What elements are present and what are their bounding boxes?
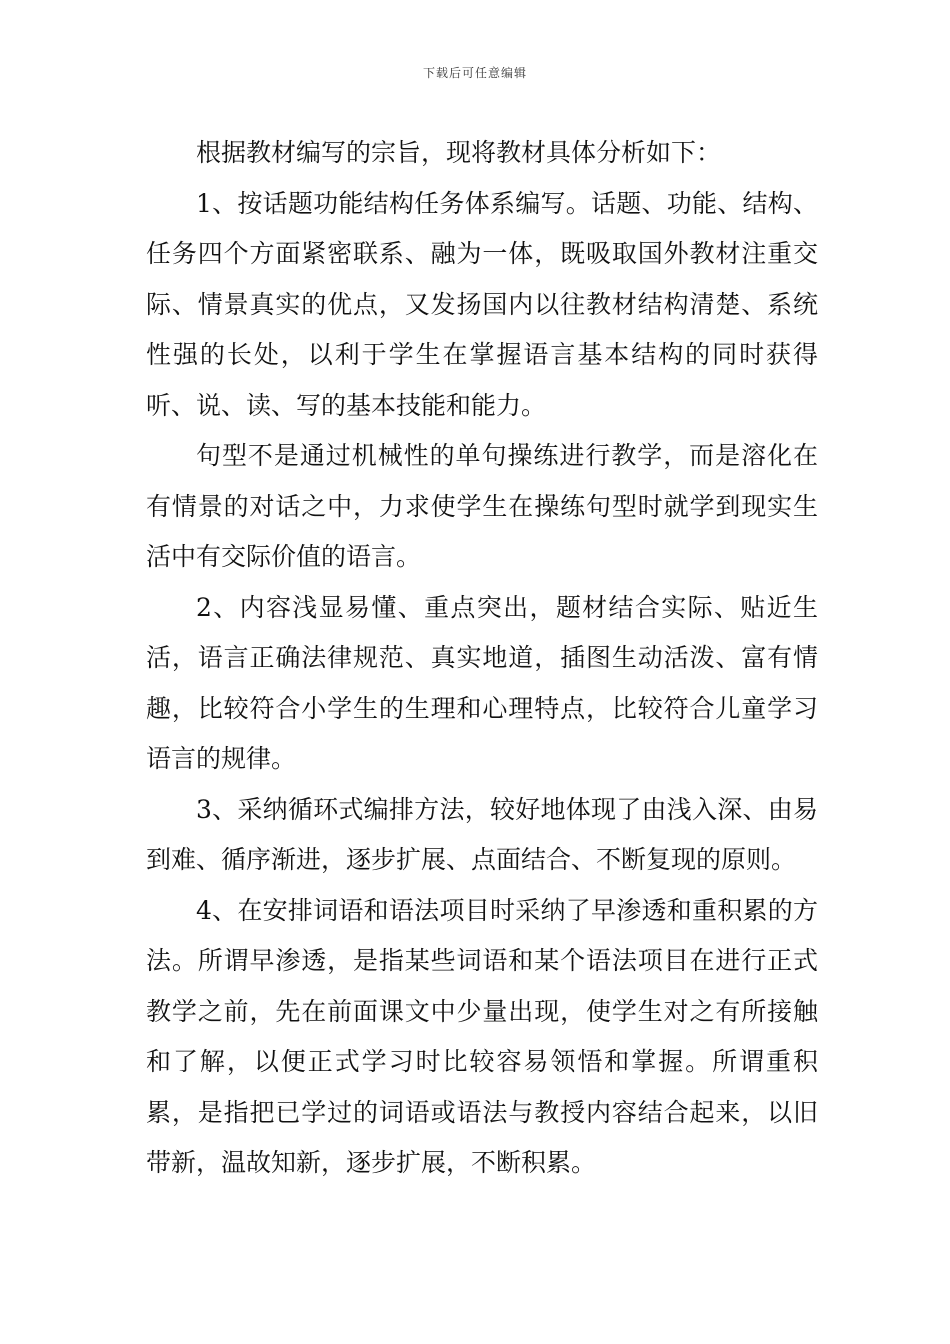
paragraph-point-3: 3、采纳循环式编排方法，较好地体现了由浅入深、由易到难、循序渐进，逐步扩展、点面结合、不断复现的原则。	[146, 794, 818, 874]
paragraph-intro: 根据教材编写的宗旨，现将教材具体分析如下：	[196, 138, 722, 167]
document-body	[146, 128, 818, 1189]
page-header: 下载后可任意编辑	[422, 66, 527, 80]
paragraph-point-2: 2、内容浅显易懂、重点突出，题材结合实际、贴近生活，语言正确法律规范、真实地道，插图生动活泼、富有情趣，比较符合小学生的生理和心理特点，比较符合儿童学习语言的规律。	[146, 592, 818, 773]
paragraph-point-1: 1、按话题功能结构任务体系编写。话题、功能、结构、任务四个方面紧密联系、融为一体，既吸取国外教材注重交际、情景真实的优点，又发扬国内以往教材结构清楚、系统性强的长处，以利于学生在掌握语言基本结构的同时获得听、说、读、写的基本技能和能力。	[146, 188, 818, 420]
paragraph-point-4: 4、在安排词语和语法项目时采纳了早渗透和重积累的方法。所谓早渗透，是指某些词语和某个语法项目在进行正式教学之前，先在前面课文中少量出现，使学生对之有所接触和了解，以便正式学习时比较容易领悟和掌握。所谓重积累，是指把已学过的词语或语法与教授内容结合起来，以旧带新，温故知新，逐步扩展，不断积累。	[146, 895, 818, 1177]
paragraph-sentence-patterns: 句型不是通过机械性的单句操练进行教学，而是溶化在有情景的对话之中，力求使学生在操练句型时就学到现实生活中有交际价值的语言。	[146, 441, 818, 571]
